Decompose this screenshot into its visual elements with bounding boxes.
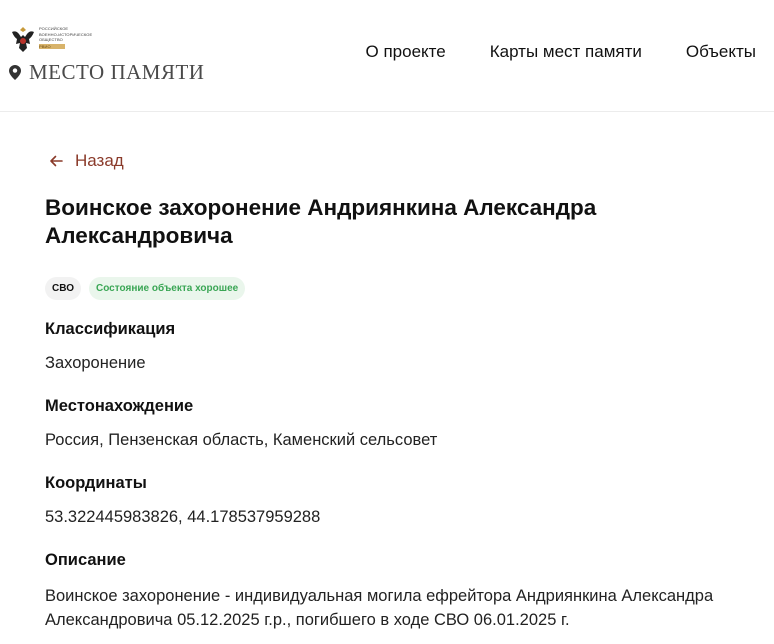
category-badge: СВО bbox=[45, 277, 81, 300]
organization-name bbox=[39, 26, 99, 49]
arrow-left-icon bbox=[49, 154, 63, 168]
nav-maps[interactable]: Карты мест памяти bbox=[489, 42, 642, 61]
site-title[interactable]: МЕСТО ПАМЯТИ bbox=[29, 60, 205, 84]
map-pin-icon bbox=[9, 65, 21, 80]
classification-label: Классификация bbox=[45, 320, 176, 338]
description-label: Описание bbox=[45, 551, 126, 569]
back-link[interactable] bbox=[49, 151, 124, 171]
nav-objects[interactable]: Объекты bbox=[685, 42, 756, 61]
coordinates-value: 53.322445983826, 44.178537959288 bbox=[45, 508, 321, 526]
back-label: Назад bbox=[75, 151, 124, 170]
page-title: Воинское захоронение Андриянкина Александра Александровича bbox=[45, 195, 597, 248]
description-value: Воинское захоронение - индивидуальная могила ефрейтора Андриянкина Александра Александровича 05.12.2025 г.р., погибшего в ходе СВО 06.01.2025 г. bbox=[45, 587, 714, 629]
nav-about[interactable]: О проекте bbox=[365, 42, 446, 61]
org-line: РОССИЙСКОЕ bbox=[39, 26, 69, 31]
org-badge: РВИО bbox=[39, 44, 65, 50]
org-line: ВОЕННО-ИСТОРИЧЕСКОЕ bbox=[39, 31, 93, 37]
badge-group bbox=[45, 277, 253, 300]
location-value: Россия, Пензенская область, Каменский сельсовет bbox=[45, 431, 438, 449]
coordinates-label: Координаты bbox=[45, 474, 147, 492]
status-badge: Состояние объекта хорошее bbox=[89, 277, 245, 300]
main-nav bbox=[366, 42, 756, 62]
site-header bbox=[0, 0, 774, 112]
double-headed-eagle-icon[interactable] bbox=[10, 24, 36, 54]
classification-value: Захоронение bbox=[45, 354, 146, 372]
location-label: Местонахождение bbox=[45, 397, 194, 415]
org-line: ОБЩЕСТВО bbox=[39, 37, 63, 43]
